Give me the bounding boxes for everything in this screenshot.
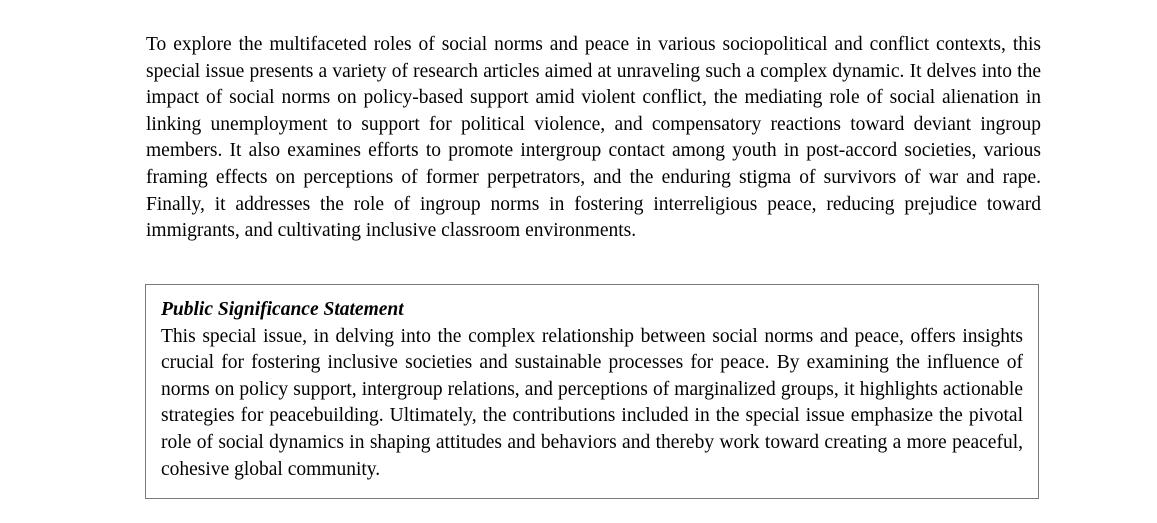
abstract-paragraph: To explore the multifaceted roles of social norms and peace in various sociopolitical and conflict contexts, this special issue presents a variety of research articles aimed at unraveling such a complex dynamic. It delves into the impact of social norms on policy-based support amid violent conflict, the mediating role of social alienation in linking unemployment to support for political violence, and compensatory reactions toward deviant ingroup members. It also examines efforts to promote intergroup contact among youth in post-accord societies, various framing effects on perceptions of former perpetrators, and the enduring stigma of survivors of war and rape. Finally, it addresses the role of ingroup norms in fostering interreligious peace, reducing prejudice toward immigrants, and cultivating inclusive classroom environments. — [146, 34, 1041, 242]
public-significance-statement-box — [145, 284, 1039, 499]
public-significance-statement-title: Public Significance Statement — [161, 299, 404, 320]
public-significance-statement-body: This special issue, in delving into the complex relationship between social norms and peace, offers insights crucial for fostering inclusive societies and sustainable processes for peace. By examining the influence of norms on policy support, intergroup relations, and perceptions of marginalized groups, it highlights actionable strategies for peacebuilding. Ultimately, the contributions included in the special issue emphasize the pivotal role of social dynamics in shaping attitudes and behaviors and thereby work toward creating a more peaceful, cohesive global community. — [161, 325, 1023, 480]
